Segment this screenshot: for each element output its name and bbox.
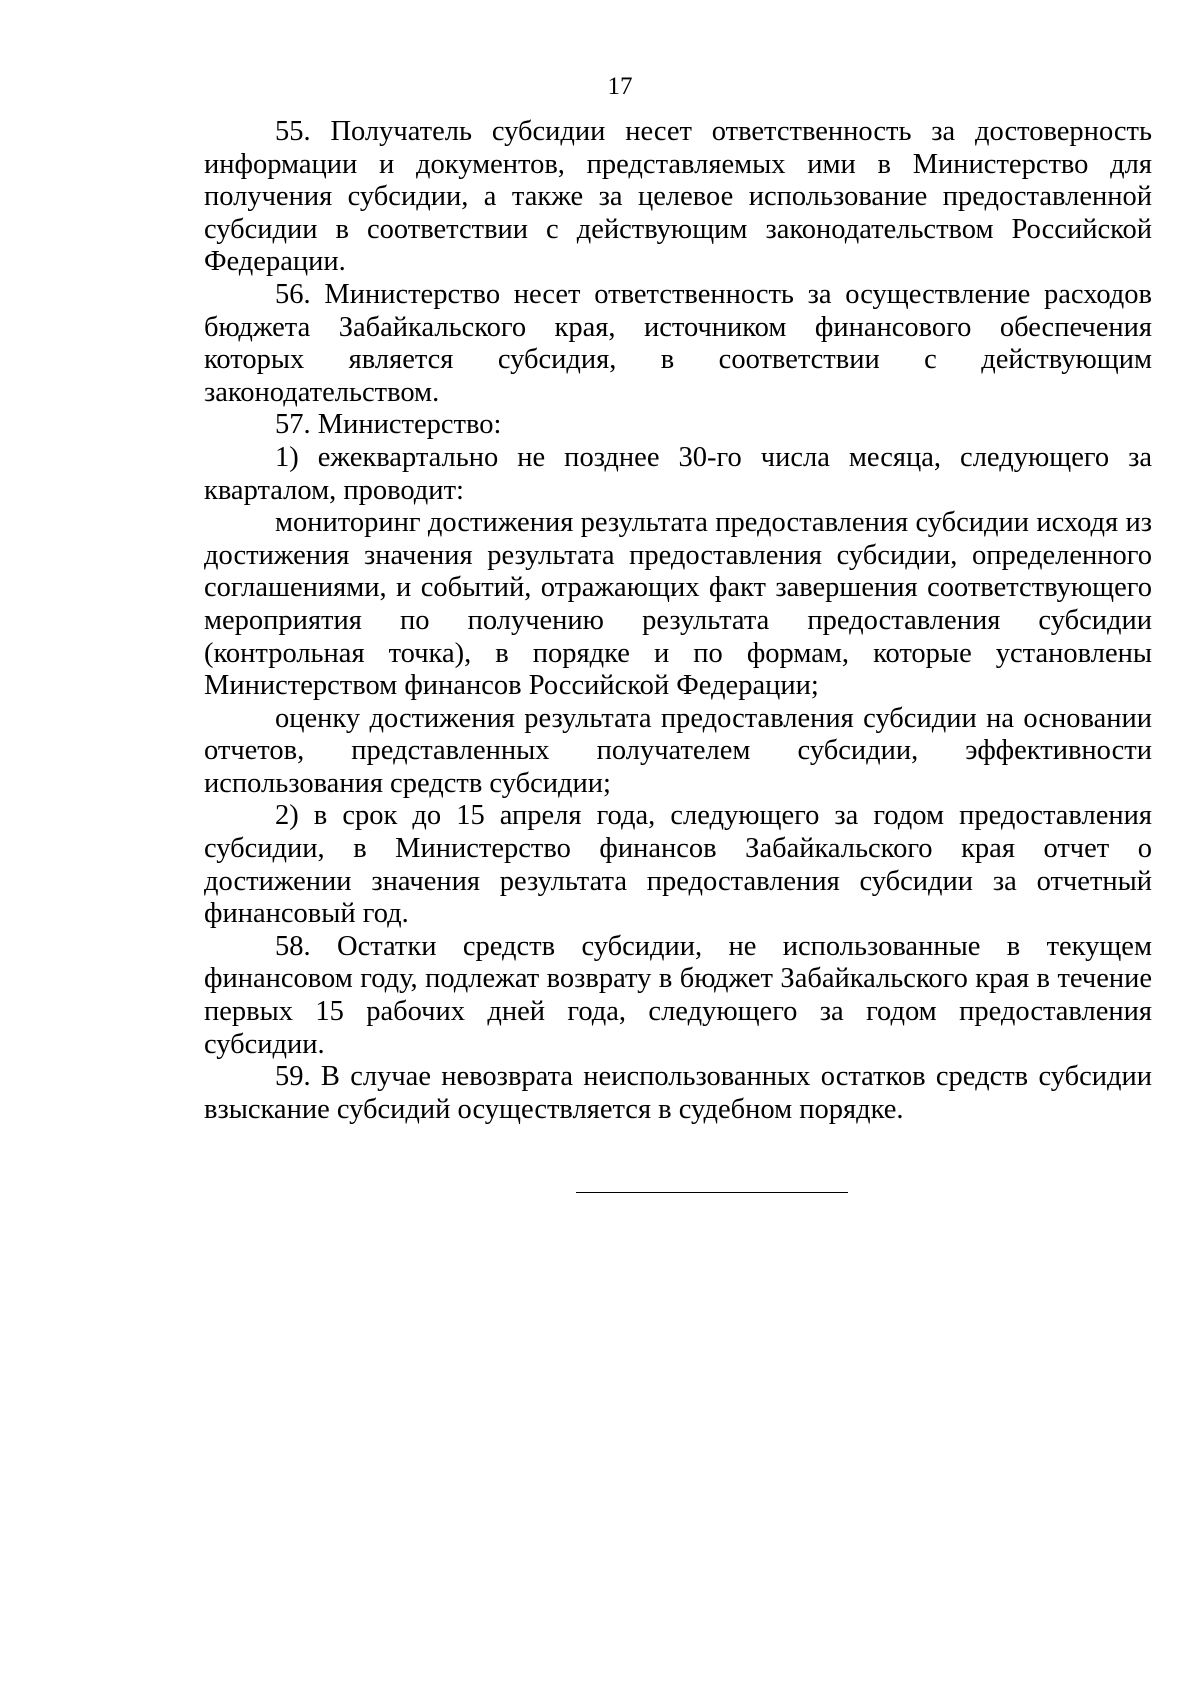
page-number: 17: [607, 73, 633, 100]
paragraph-56: 56. Министерство несет ответственность за осуществление расходов бюджета Забайкальского края, источником финансового обеспечения которых является субсидия, в соответствии с действующим законодательством.: [204, 278, 1152, 408]
paragraph-57: 57. Министерство:: [275, 409, 502, 441]
end-of-document-rule: [576, 1192, 848, 1193]
paragraph-57-item-1: 1) ежеквартально не позднее 30-го числа месяца, следующего за кварталом, проводит:: [204, 441, 1152, 506]
paragraph-58: 58. Остатки средств субсидии, не использованные в текущем финансовом году, подлежат возврату в бюджет Забайкальского края в течение первых 15 рабочих дней года, следующего за годом предоставления субсидии.: [204, 930, 1152, 1060]
paragraph-55: 55. Получатель субсидии несет ответственность за достоверность информации и документов, представляемых ими в Министерство для получения субсидии, а также за целевое использование предоставленной субсидии в соответствии с действующим законодательством Российской Федерации.: [204, 116, 1152, 278]
document-body: [204, 116, 1152, 1126]
paragraph-evaluation: оценку достижения результата предоставления субсидии на основании отчетов, представленных получателем субсидии, эффективности использования средств субсидии;: [204, 702, 1152, 799]
paragraph-59: 59. В случае невозврата неиспользованных остатков средств субсидии взыскание субсидий осуществляется в судебном порядке.: [204, 1061, 1152, 1125]
paragraph-57-item-2: 2) в срок до 15 апреля года, следующего за годом предоставления субсидии, в Министерство финансов Забайкальского края отчет о достижении значения результата предоставления субсидии за отчетный финансовый год.: [204, 800, 1152, 930]
paragraph-monitoring: мониторинг достижения результата предоставления субсидии исходя из достижения значения результата предоставления субсидии, определенного соглашениями, и событий, отражающих факт завершения соответствующего мероприятия по получению результата предоставления субсидии (контрольная точка), в порядке и по формам, которые установлены Министерством финансов Российской Федерации;: [204, 507, 1152, 702]
